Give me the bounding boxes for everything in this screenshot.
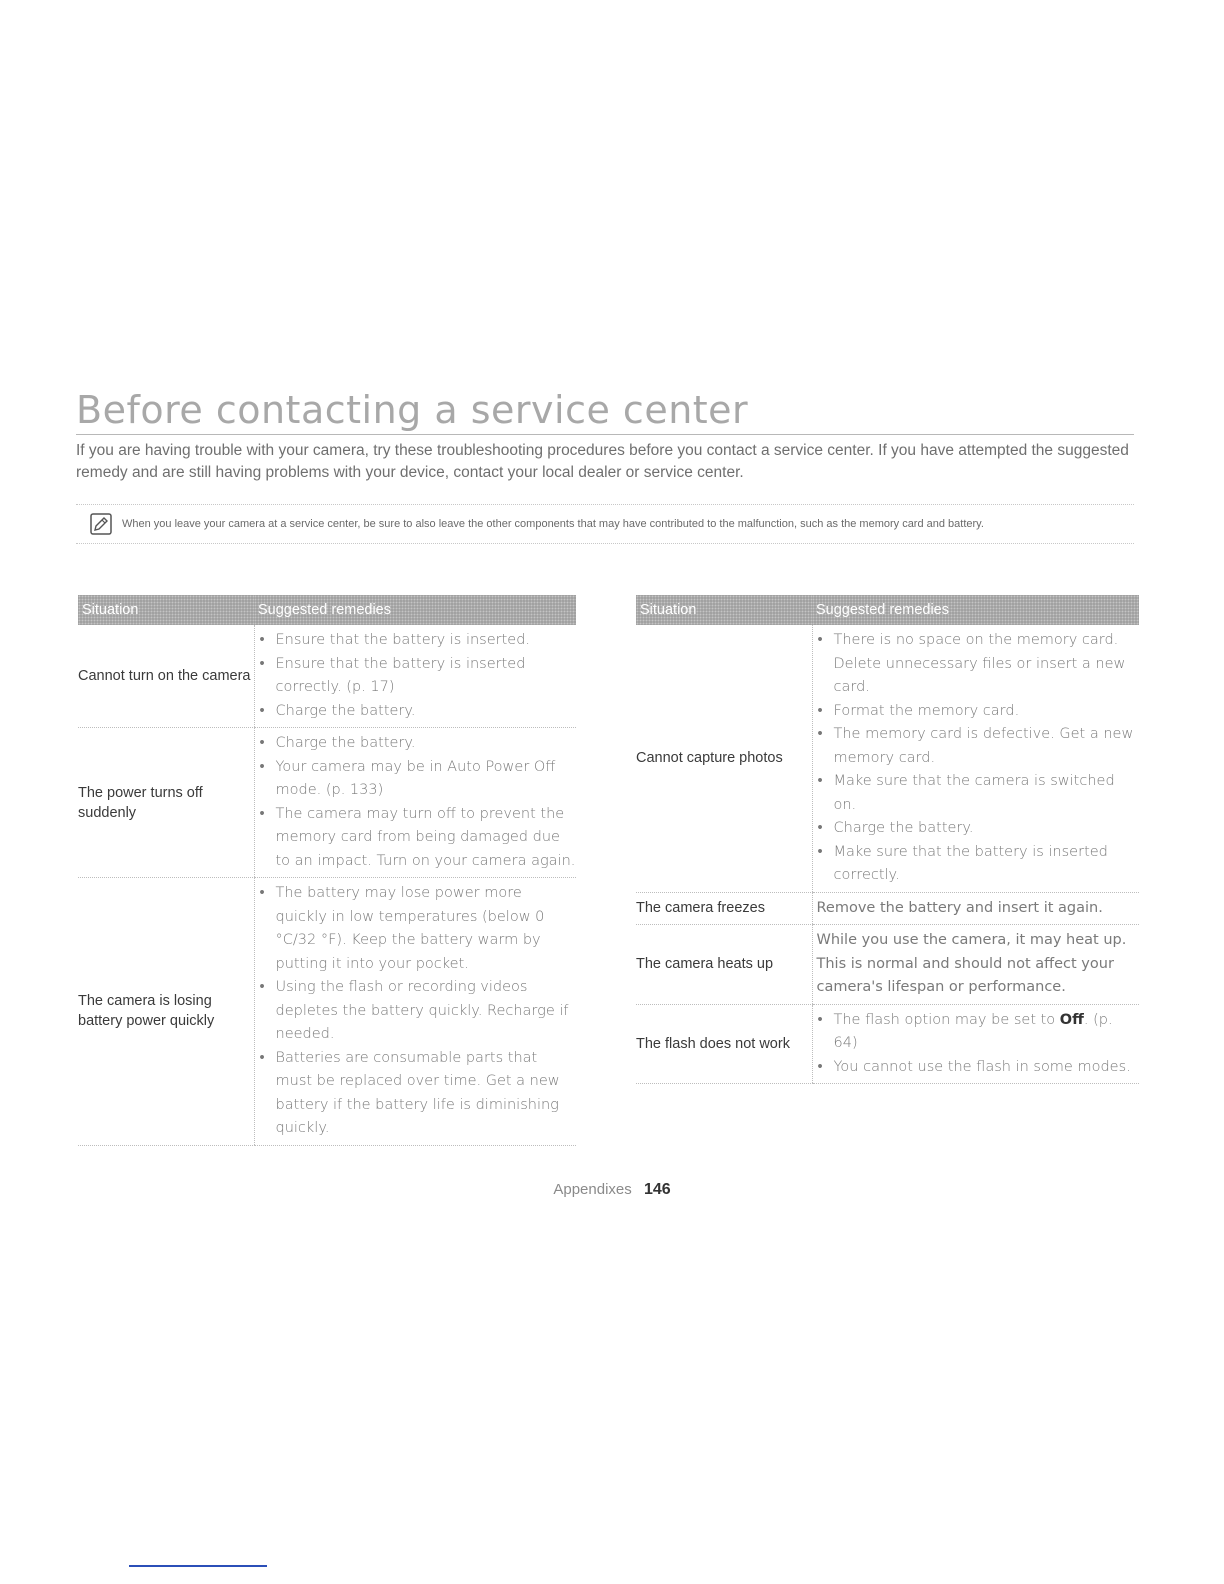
footer-section-name: Appendixes (553, 1181, 632, 1198)
note-box (76, 504, 1134, 544)
remedy-text-after: . (p. 64) (833, 1011, 1113, 1051)
remedy-item: • Charge the battery. (255, 700, 577, 724)
table-row (78, 878, 576, 1146)
header-situation: Situation (78, 595, 254, 625)
table-row (636, 925, 1139, 1005)
remedy-text: While you use the camera, it may heat up. This is normal and should not affect your camera's lifespan or performance. (816, 932, 1127, 995)
remedy-item: • The battery may lose power more quickly in low temperatures (below 0 °C/32 °F). Keep the battery warm by putting it into your pocket. (255, 882, 577, 976)
remedy-cell (812, 625, 1139, 892)
remedy-item (813, 1009, 1140, 1056)
remedy-item: • Charge the battery. (813, 817, 1140, 841)
page-footer (0, 1181, 1224, 1199)
situation-cell: Cannot capture photos (636, 625, 812, 892)
situation-cell: The camera is losing battery power quickly (78, 878, 254, 1146)
table-row (78, 625, 576, 728)
troubleshooting-table-right (636, 595, 1139, 1084)
table-row (636, 1004, 1139, 1084)
table-row (636, 625, 1139, 892)
remedy-item: • The camera may turn off to prevent the memory card from being damaged due to an impact. Turn on your camera again. (255, 803, 577, 874)
remedy-item: • Charge the battery. (255, 732, 577, 756)
troubleshooting-table-left (78, 595, 576, 1146)
header-suggested-remedies: Suggested remedies (254, 595, 576, 625)
remedy-text-before: The flash option may be set to (833, 1011, 1060, 1028)
remedy-item: • Make sure that the camera is switched on. (813, 770, 1140, 817)
remedy-cell (254, 878, 576, 1146)
situation-cell: Cannot turn on the camera (78, 625, 254, 728)
situation-cell: The power turns off suddenly (78, 728, 254, 878)
header-situation: Situation (636, 595, 812, 625)
table-row (636, 892, 1139, 925)
remedy-cell (254, 625, 576, 728)
situation-cell: The flash does not work (636, 1004, 812, 1084)
remedy-cell (812, 925, 1139, 1005)
remedy-item: • Ensure that the battery is inserted correctly. (p. 17) (255, 653, 577, 700)
remedy-item: • You cannot use the flash in some modes. (813, 1056, 1140, 1080)
header-suggested-remedies: Suggested remedies (812, 595, 1139, 625)
bottom-accent-line (129, 1565, 267, 1567)
remedy-item: • Ensure that the battery is inserted. (255, 629, 577, 653)
title-divider (76, 434, 1134, 435)
remedy-item: • Format the memory card. (813, 700, 1140, 724)
page-number: 146 (643, 1181, 671, 1198)
remedy-cell (812, 892, 1139, 925)
remedy-item: • Make sure that the battery is inserted correctly. (813, 841, 1140, 888)
situation-cell: The camera freezes (636, 892, 812, 925)
page-title: Before contacting a service center (76, 388, 749, 432)
remedy-item: • Your camera may be in Auto Power Off mode. (p. 133) (255, 756, 577, 803)
remedy-item: • Batteries are consumable parts that must be replaced over time. Get a new battery if the battery life is diminishing quickly. (255, 1047, 577, 1141)
remedy-cell (254, 728, 576, 878)
remedy-item: • The memory card is defective. Get a new memory card. (813, 723, 1140, 770)
note-text: When you leave your camera at a service center, be sure to also leave the other components that may have contributed to the malfunction, such as the memory card and battery. (122, 518, 984, 530)
flash-off-option: Off (1059, 1011, 1084, 1028)
intro-paragraph: If you are having trouble with your camera, try these troubleshooting procedures before you contact a service center. If you have attempted the suggested remedy and are still having problems with your device, contact your local dealer or service center. (76, 442, 1129, 481)
remedy-text: Remove the battery and insert it again. (816, 899, 1103, 916)
remedy-cell (812, 1004, 1139, 1084)
situation-cell: The camera heats up (636, 925, 812, 1005)
remedy-item: • There is no space on the memory card. Delete unnecessary files or insert a new card. (813, 629, 1140, 700)
table-row (78, 728, 576, 878)
note-pencil-icon (90, 513, 112, 535)
remedy-item: • Using the flash or recording videos depletes the battery quickly. Recharge if needed. (255, 976, 577, 1047)
